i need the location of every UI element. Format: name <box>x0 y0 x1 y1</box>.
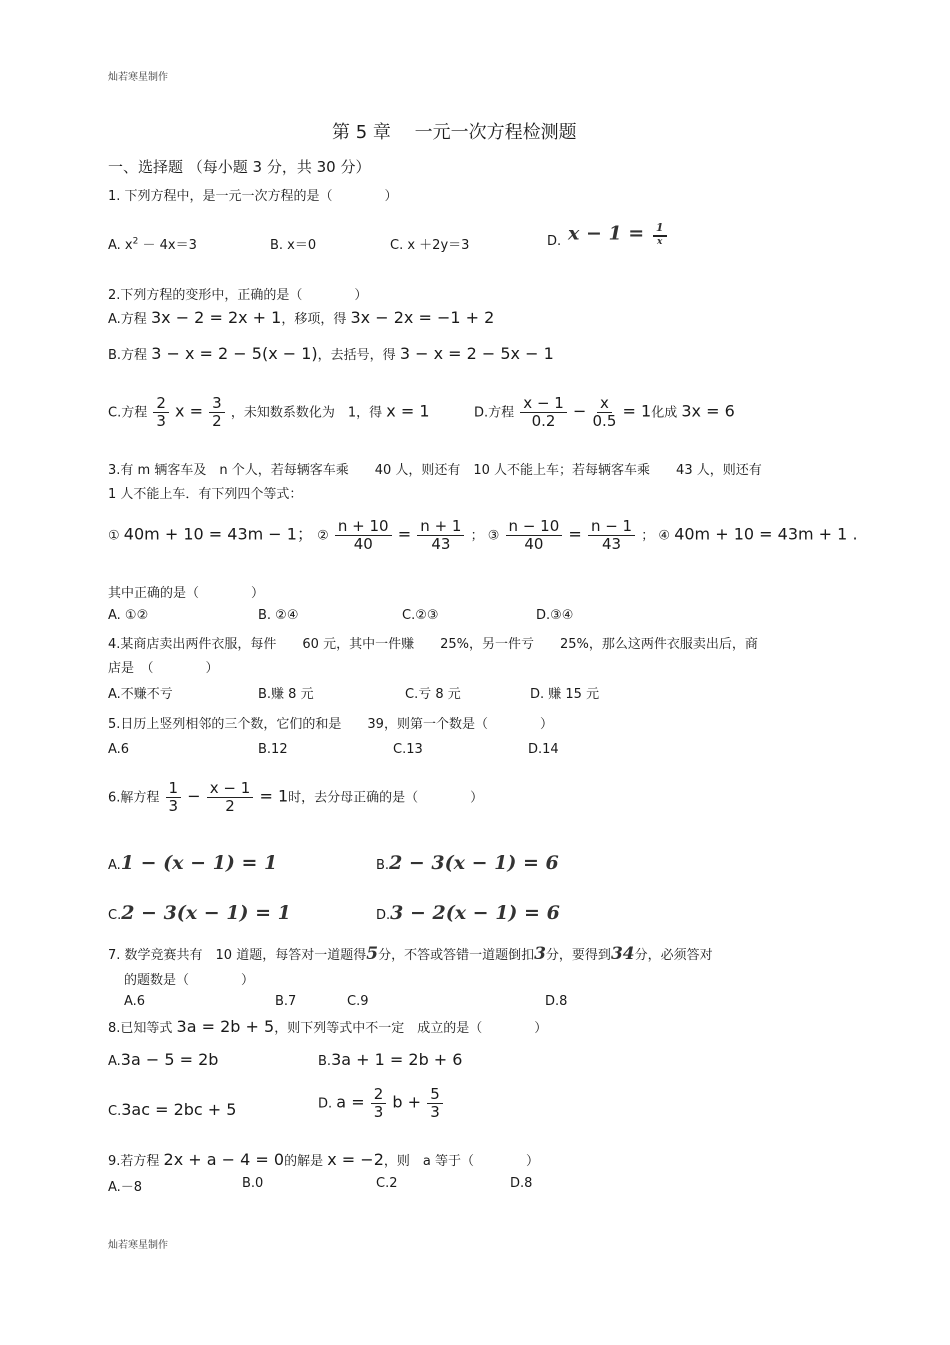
q2-d-minus: − <box>572 401 587 421</box>
q1-d-lhs: x − 1 = <box>568 222 645 245</box>
q7-points-penalty: 3 <box>534 944 546 964</box>
q1-d-denominator: x <box>657 236 663 247</box>
q8-d-num-2: 5 <box>427 1086 443 1104</box>
q3-eq2-sep: ； <box>470 528 484 544</box>
question-1-option-d-label: D. <box>547 234 562 249</box>
question-3-option-a: A. ①② <box>108 608 149 623</box>
question-9-stem <box>108 1150 539 1169</box>
q9-label: 9.若方程 <box>108 1154 160 1169</box>
q6-b-formula: 2 − 3(x − 1) = 6 <box>389 852 559 874</box>
q2-d-result: 3x = 6 <box>681 401 735 421</box>
q8-a-equation: 3a − 5 = 2b <box>120 1050 219 1069</box>
question-1-option-a <box>108 234 197 253</box>
q2-c-text: ，未知数系数化为 1，得 <box>230 405 383 421</box>
q3-eq2-den-2: 43 <box>431 535 451 554</box>
q2-c-result: x = 1 <box>386 401 430 421</box>
question-6-option-b <box>376 852 559 874</box>
q9-equation: 2x + a − 4 = 0 <box>163 1150 285 1169</box>
question-3-option-b: B. ②④ <box>258 608 299 623</box>
q2-d-fraction-2 <box>593 395 617 431</box>
q6-c-label: C. <box>108 908 122 923</box>
q2-c-num-1: 2 <box>153 395 169 413</box>
question-8-option-b <box>318 1050 462 1069</box>
q3-eq3-label: ③ <box>487 528 500 544</box>
q1-a-text: A. x <box>108 238 133 253</box>
q6-den-1: 3 <box>168 797 179 816</box>
question-2-option-a <box>108 308 494 327</box>
q7-points-target: 34 <box>610 944 635 964</box>
q3-eq2-den-1: 40 <box>353 535 373 554</box>
q6-num-2: x − 1 <box>207 780 254 798</box>
q6-c-formula: 2 − 3(x − 1) = 1 <box>121 902 291 924</box>
question-3-option-c: C.②③ <box>402 608 439 623</box>
page-footer: 灿若寒星制作 <box>108 1240 168 1251</box>
q3-eq2-num-1: n + 10 <box>335 518 392 536</box>
question-8-option-c <box>108 1100 236 1119</box>
q2-d-label: D.方程 <box>474 405 515 421</box>
q7-text-a: 7. 数学竞赛共有 10 道题，每答对一道题得 <box>108 948 367 963</box>
q8-d-label: D. <box>318 1096 333 1112</box>
question-5-option-b: B.12 <box>258 742 288 757</box>
question-5-option-c: C.13 <box>393 742 423 757</box>
question-3-stem-line-1: 3.有 m 辆客车及 n 个人，若每辆客车乘 40 人，则还有 10 人不能上车；若每辆客车乘 43 人，则还有 <box>108 463 762 478</box>
q3-eq1: 40m + 10 = 43m − 1； <box>123 524 313 544</box>
question-9-option-a: A.－8 <box>108 1180 143 1195</box>
q8-d-fraction-1 <box>371 1086 387 1122</box>
q1-d-fraction <box>653 222 667 247</box>
q3-eq3-num-1: n − 10 <box>506 518 563 536</box>
q8-c-label: C. <box>108 1104 122 1119</box>
question-1-stem: 1. 下列方程中，是一元一次方程的是（ ） <box>108 189 398 204</box>
q2-d-fraction-1 <box>520 395 567 431</box>
q8-stem-end: ，则下列等式中不一定 成立的是（ ） <box>274 1021 548 1036</box>
q6-den-2: 2 <box>225 797 235 816</box>
question-7-option-a: A.6 <box>124 994 146 1009</box>
q8-b-label: B. <box>318 1054 332 1069</box>
question-9-option-b: B.0 <box>242 1176 264 1191</box>
q6-fraction-2 <box>207 780 254 816</box>
q3-eq1-label: ① <box>108 528 120 544</box>
q6-d-formula: 3 − 2(x − 1) = 6 <box>390 902 560 924</box>
question-7-option-c: C.9 <box>347 994 369 1009</box>
question-4-option-b: B.赚 8 元 <box>258 687 314 702</box>
q2-b-result: 3 − x = 2 − 5x − 1 <box>399 344 554 363</box>
q7-text-d: 分，必须答对 <box>634 948 713 963</box>
question-1-option-d-formula <box>568 222 669 247</box>
question-8-option-a <box>108 1050 218 1069</box>
q3-eq3-fraction-2 <box>588 518 635 554</box>
question-4-option-d: D. 赚 15 元 <box>530 687 600 702</box>
q3-eq3-den-2: 43 <box>601 535 622 554</box>
q6-num-1: 1 <box>166 780 182 798</box>
q8-d-den-1: 3 <box>373 1103 384 1122</box>
q7-text-b: 分，不答或答错一道题倒扣 <box>378 948 535 963</box>
q2-c-den-1: 3 <box>156 412 166 431</box>
question-7-option-b: B.7 <box>275 994 297 1009</box>
q6-a-formula: 1 − (x − 1) = 1 <box>120 852 278 874</box>
q8-d-fraction-2 <box>427 1086 443 1122</box>
page-header: 灿若寒星制作 <box>108 72 168 83</box>
q9-text-mid: 的解是 <box>284 1154 324 1169</box>
q8-equation: 3a = 2b + 5 <box>176 1017 275 1036</box>
q3-eq2-equals: = <box>397 524 412 544</box>
question-6-option-a <box>108 852 277 874</box>
q1-d-numerator: 1 <box>653 222 667 237</box>
question-4-option-c: C.亏 8 元 <box>405 687 461 702</box>
question-1-option-c: C. x ＋2y＝3 <box>390 238 470 253</box>
q6-fraction-1 <box>166 780 182 816</box>
q8-c-equation: 3ac = 2bc + 5 <box>121 1100 237 1119</box>
q6-stem-end: 时，去分母正确的是（ ） <box>288 790 484 806</box>
q2-b-text: ，去括号，得 <box>317 348 396 363</box>
question-8-option-d <box>318 1086 445 1122</box>
question-2-option-d <box>474 395 735 431</box>
question-9-option-c: C.2 <box>376 1176 398 1191</box>
question-7-option-d: D.8 <box>545 994 568 1009</box>
q3-eq3-fraction-1 <box>506 518 563 554</box>
q7-text-c: 分，要得到 <box>545 948 611 963</box>
q2-c-fraction-2 <box>209 395 225 431</box>
question-5-option-a: A.6 <box>108 742 130 757</box>
q2-c-fraction-1 <box>153 395 169 431</box>
q2-d-den-1: 0.2 <box>531 412 556 431</box>
q3-eq3-den-1: 40 <box>524 535 544 554</box>
q2-d-equals: = 1 <box>622 401 652 421</box>
q3-eq4: 40m + 10 = 43m + 1 . <box>674 524 858 544</box>
q7-points-correct: 5 <box>366 944 379 964</box>
q2-c-x: x = <box>175 401 204 421</box>
q3-eq3-num-2: n − 1 <box>588 518 635 536</box>
question-5-option-d: D.14 <box>528 742 559 757</box>
q3-eq3-sep: ； <box>641 528 655 544</box>
q8-d-den-2: 3 <box>430 1103 440 1122</box>
q3-eq2-num-2: n + 1 <box>417 518 464 536</box>
q9-solution: x = −2 <box>327 1150 384 1169</box>
q8-d-b: b + <box>392 1092 422 1112</box>
q3-eq4-label: ④ <box>658 528 671 544</box>
q2-a-result: 3x − 2x = −1 + 2 <box>350 308 495 327</box>
q2-a-text: ，移项，得 <box>281 312 347 327</box>
question-7-stem-line-1 <box>108 944 713 964</box>
q6-a-label: A. <box>108 858 121 873</box>
q8-b-equation: 3a + 1 = 2b + 6 <box>331 1050 463 1069</box>
q1-a-text-end: － 4x＝3 <box>138 238 197 253</box>
q2-d-text: 化成 <box>651 405 678 421</box>
q3-eq3-equals: = <box>568 524 582 544</box>
question-2-option-c <box>108 395 430 431</box>
q2-c-den-2: 2 <box>212 412 222 431</box>
q2-c-label: C.方程 <box>108 405 148 421</box>
question-5-stem: 5.日历上竖列相邻的三个数，它们的和是 39，则第一个数是（ ） <box>108 717 553 732</box>
question-3-stem-line-2: 1 人不能上车．有下列四个等式： <box>108 487 303 502</box>
question-3-equations <box>108 518 858 554</box>
question-6-option-c <box>108 902 291 924</box>
q2-b-label: B.方程 <box>108 348 148 363</box>
question-2-option-b <box>108 344 554 363</box>
q6-minus: − <box>187 786 201 806</box>
question-7-stem-line-2: 的题数是（ ） <box>124 973 255 988</box>
q2-a-equation: 3x − 2 = 2x + 1 <box>150 308 282 327</box>
q6-b-label: B. <box>376 858 390 873</box>
q6-d-label: D. <box>376 908 391 923</box>
q2-b-equation: 3 − x = 2 − 5(x − 1) <box>151 344 318 363</box>
q6-equals: = 1 <box>259 786 289 806</box>
question-4-stem-line-2: 店是 （ ） <box>108 661 219 676</box>
q6-label: 6.解方程 <box>108 790 160 806</box>
q3-eq2-fraction-2 <box>417 518 464 554</box>
q2-d-num-1: x − 1 <box>520 395 567 413</box>
question-3-ask: 其中正确的是（ ） <box>108 586 265 601</box>
q8-d-num-1: 2 <box>371 1086 387 1104</box>
document-title: 第 5 章 一元一次方程检测题 <box>332 122 577 143</box>
question-8-stem <box>108 1017 547 1036</box>
question-9-option-d: D.8 <box>510 1176 533 1191</box>
question-4-option-a: A.不赚不亏 <box>108 687 173 702</box>
question-4-stem-line-1: 4.某商店卖出两件衣服，每件 60 元，其中一件赚 25%，另一件亏 25%，那么这两件衣服卖出后，商 <box>108 637 758 652</box>
q2-a-label: A.方程 <box>108 312 147 327</box>
question-6-option-d <box>376 902 560 924</box>
q3-eq2-fraction-1 <box>335 518 392 554</box>
q2-d-num-2: x <box>597 395 612 413</box>
q3-eq2-label: ② <box>317 528 329 544</box>
q8-d-lhs: a = <box>336 1092 365 1112</box>
q9-text-end: ，则 a 等于（ ） <box>383 1154 539 1169</box>
q2-c-num-2: 3 <box>209 395 225 413</box>
question-2-stem: 2.下列方程的变形中，正确的是（ ） <box>108 288 368 303</box>
question-3-option-d: D.③④ <box>536 608 574 623</box>
question-6-stem <box>108 780 483 816</box>
q8-a-label: A. <box>108 1054 121 1069</box>
q1-a-exponent: 2 <box>132 236 139 247</box>
section-heading: 一、选择题 （每小题 3 分，共 30 分） <box>108 158 371 176</box>
q8-label: 8.已知等式 <box>108 1021 173 1036</box>
q2-d-den-2: 0.5 <box>592 412 617 431</box>
question-1-option-b: B. x＝0 <box>270 238 317 253</box>
